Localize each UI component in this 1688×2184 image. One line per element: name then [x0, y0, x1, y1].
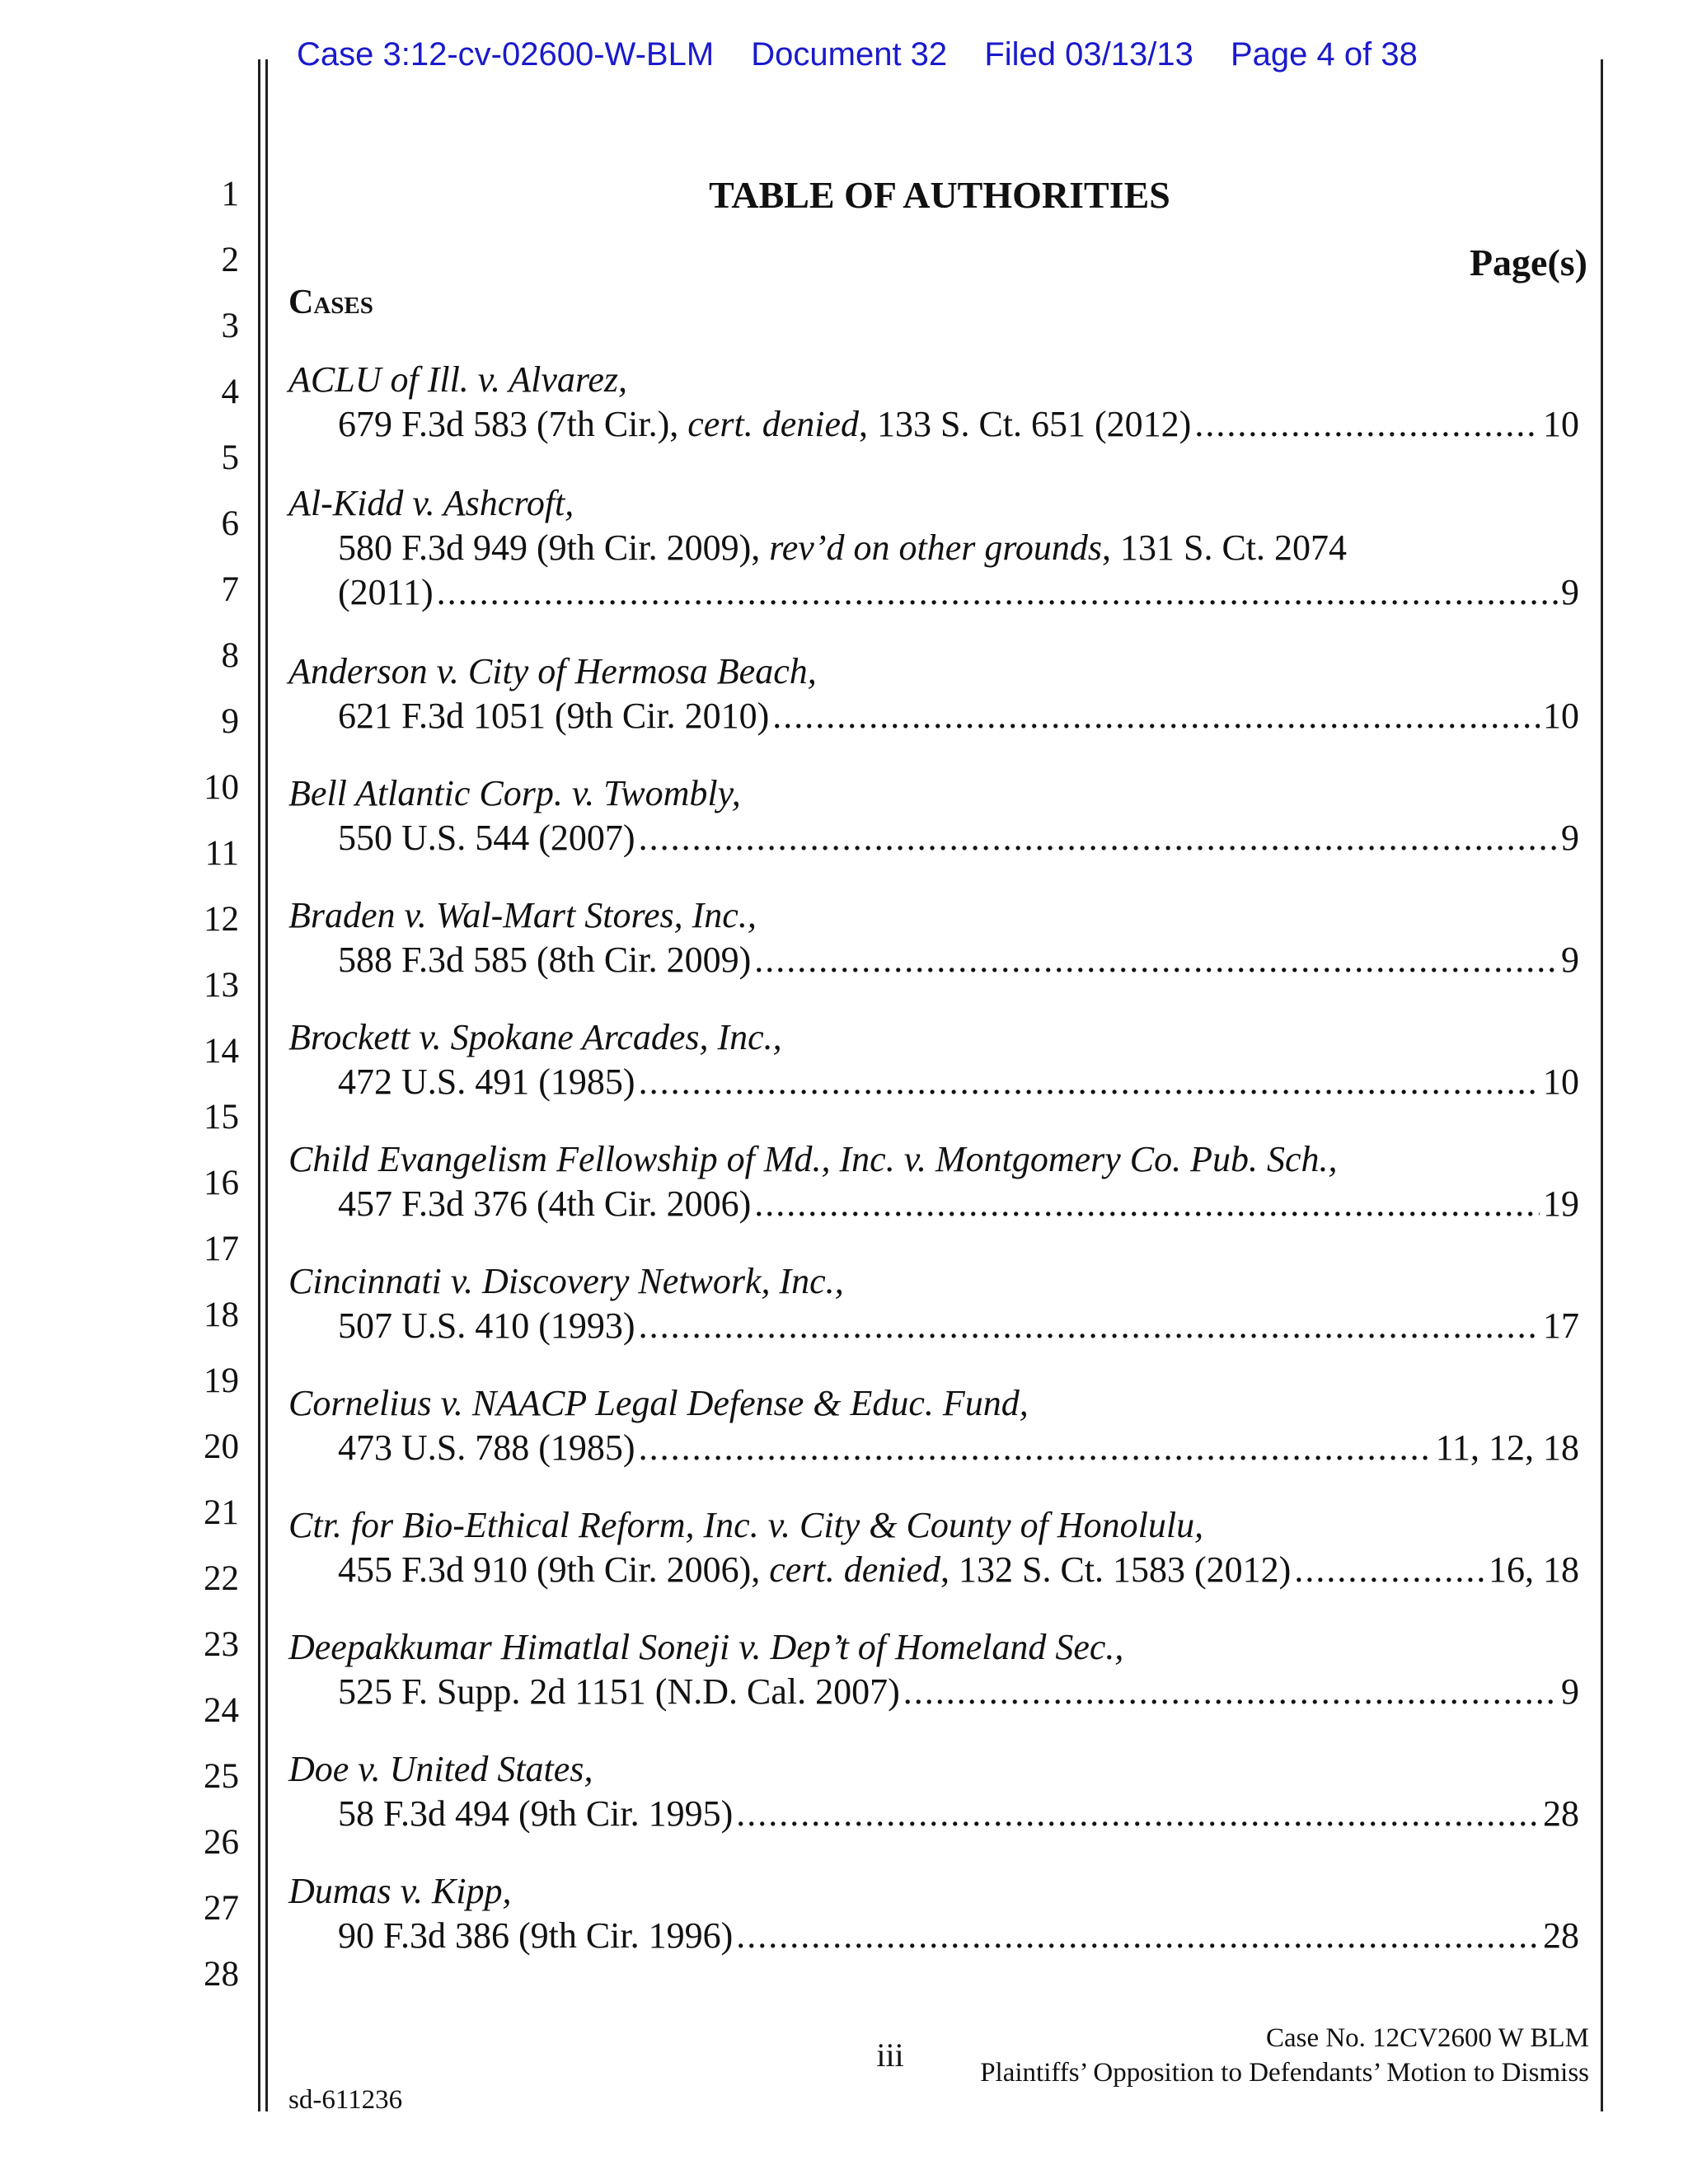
- citation-text: , 131 S. Ct. 2074: [1101, 527, 1348, 568]
- citation-text: 679 F.3d 583 (7th Cir.),: [338, 404, 688, 444]
- authority-entry: [288, 1503, 1579, 1592]
- dot-leader: [1194, 402, 1540, 447]
- left-margin-rule-outer: [258, 59, 260, 2111]
- line-number: 20: [204, 1427, 239, 1466]
- line-number: 14: [204, 1032, 239, 1071]
- case-name: Child Evangelism Fellowship of Md., Inc. v. Montgomery Co. Pub. Sch.,: [288, 1139, 1338, 1179]
- line-number: 21: [204, 1493, 239, 1532]
- page-reference: 9: [1561, 818, 1579, 858]
- authority-entry: [288, 1137, 1579, 1226]
- dot-leader: [639, 1060, 1540, 1104]
- line-number: 2: [221, 241, 239, 279]
- dot-leader: [903, 1670, 1558, 1714]
- header-filed-date: Filed 03/13/13: [984, 36, 1193, 73]
- line-number: 9: [221, 702, 239, 741]
- dot-leader: [639, 816, 1558, 860]
- citation-line: [288, 816, 1579, 860]
- authority-entry: [288, 649, 1579, 738]
- authority-entry: [288, 893, 1579, 982]
- citation-line: [288, 1426, 1579, 1470]
- citation-signal: cert. denied: [687, 404, 859, 444]
- line-number: 4: [221, 373, 239, 411]
- line-number: 19: [204, 1361, 239, 1400]
- line-number: 5: [221, 438, 239, 477]
- authority-entry: [288, 481, 1579, 615]
- page-reference: 10: [1543, 696, 1579, 736]
- case-name: ACLU of Ill. v. Alvarez,: [288, 359, 628, 400]
- pages-column-label: Page(s): [1469, 241, 1587, 284]
- dot-leader: [754, 938, 1558, 982]
- filing-header: [297, 36, 1446, 73]
- dot-leader: [736, 1792, 1540, 1836]
- authority-entry: [288, 358, 1579, 447]
- case-name: Deepakkumar Himatlal Soneji v. Dep’t of Homeland Sec.,: [288, 1627, 1124, 1667]
- authority-entry: [288, 1015, 1579, 1104]
- citation-text: 455 F.3d 910 (9th Cir. 2006),: [338, 1549, 770, 1590]
- line-number: 12: [204, 900, 239, 939]
- line-number: 13: [204, 966, 239, 1005]
- header-case-number: Case 3:12-cv-02600-W-BLM: [297, 36, 715, 73]
- line-number: 28: [204, 1955, 239, 1994]
- authority-entry: [288, 1381, 1579, 1470]
- line-number: 24: [204, 1691, 239, 1730]
- citation-line: [288, 1670, 1579, 1714]
- citation-text: 580 F.3d 949 (9th Cir. 2009),: [338, 527, 770, 568]
- citation-text: , 133 S. Ct. 651 (2012): [858, 404, 1192, 444]
- citation-signal: rev’d on other grounds: [769, 527, 1102, 568]
- citation-line: [288, 694, 1579, 738]
- dot-leader: [736, 1914, 1540, 1958]
- citation-line: [288, 1060, 1579, 1104]
- left-margin-rule-inner: [265, 59, 268, 2111]
- line-number: 15: [204, 1098, 239, 1137]
- dot-leader: [772, 694, 1540, 738]
- page-title: TABLE OF AUTHORITIES: [709, 174, 1170, 216]
- footer-case-caption: [980, 2021, 1589, 2090]
- page-reference: 19: [1543, 1183, 1579, 1224]
- line-number: 10: [204, 768, 239, 807]
- footer-document-id: sd-611236: [288, 2085, 403, 2115]
- citation-text: 550 U.S. 544 (2007): [338, 818, 635, 858]
- citation-text: 90 F.3d 386 (9th Cir. 1996): [338, 1915, 734, 1956]
- page-reference: 9: [1561, 572, 1579, 612]
- right-margin-rule: [1601, 59, 1603, 2111]
- page-reference: 16, 18: [1489, 1549, 1579, 1590]
- citation-signal: cert. denied: [769, 1549, 940, 1590]
- footer-page-number: iii: [876, 2036, 904, 2074]
- dot-leader: [437, 570, 1558, 615]
- case-name: Dumas v. Kipp,: [288, 1871, 512, 1911]
- citation-text: 621 F.3d 1051 (9th Cir. 2010): [338, 696, 770, 736]
- citation-text: , 132 S. Ct. 1583 (2012): [940, 1549, 1292, 1590]
- page-reference: 28: [1543, 1793, 1579, 1834]
- case-name: Al-Kidd v. Ashcroft,: [288, 483, 574, 523]
- citation-line: [288, 402, 1579, 447]
- case-name: Cornelius v. NAACP Legal Defense & Educ. Fund,: [288, 1383, 1029, 1423]
- citation-line: [288, 1914, 1579, 1958]
- citation-text: 472 U.S. 491 (1985): [338, 1062, 635, 1102]
- authority-entry: [288, 1869, 1579, 1958]
- line-number: 26: [204, 1823, 239, 1862]
- case-name: Braden v. Wal-Mart Stores, Inc.,: [288, 895, 757, 935]
- authority-entry: [288, 1259, 1579, 1348]
- case-name: Anderson v. City of Hermosa Beach,: [288, 651, 817, 691]
- page-reference: 9: [1561, 1671, 1579, 1712]
- header-document-number: Document 32: [751, 36, 948, 73]
- citation-line: [288, 526, 1579, 570]
- authority-entry: [288, 1625, 1579, 1714]
- citation-text: 507 U.S. 410 (1993): [338, 1305, 635, 1346]
- citation-line: [288, 1548, 1579, 1592]
- line-number: 7: [221, 570, 239, 609]
- case-name: Doe v. United States,: [288, 1749, 593, 1789]
- page-reference: 10: [1543, 404, 1579, 444]
- dot-leader: [639, 1426, 1432, 1470]
- citation-line: [288, 1792, 1579, 1836]
- citation-line: [288, 1182, 1579, 1226]
- page-reference: 9: [1561, 940, 1579, 980]
- footer-case-number: Case No. 12CV2600 W BLM: [1265, 2023, 1589, 2053]
- header-page-count: Page 4 of 38: [1230, 36, 1418, 73]
- footer-document-title: Plaintiffs’ Opposition to Defendants’ Motion to Dismiss: [980, 2058, 1589, 2088]
- line-number: 17: [204, 1230, 239, 1268]
- line-number: 23: [204, 1625, 239, 1664]
- line-number: 22: [204, 1559, 239, 1598]
- dot-leader: [1294, 1548, 1485, 1592]
- line-number: 3: [221, 307, 239, 345]
- case-name: Cincinnati v. Discovery Network, Inc.,: [288, 1261, 844, 1301]
- line-number: 16: [204, 1164, 239, 1202]
- line-number: 8: [221, 636, 239, 675]
- citation-line: [288, 570, 1579, 615]
- citation-text: (2011): [338, 572, 434, 612]
- citation-text: 457 F.3d 376 (4th Cir. 2006): [338, 1183, 752, 1224]
- page-reference: 11, 12, 18: [1435, 1427, 1579, 1468]
- case-name: Ctr. for Bio-Ethical Reform, Inc. v. City & County of Honolulu,: [288, 1505, 1204, 1545]
- citation-text: 473 U.S. 788 (1985): [338, 1427, 635, 1468]
- authority-entry: [288, 1747, 1579, 1836]
- line-number: 27: [204, 1889, 239, 1928]
- page-reference: 10: [1543, 1062, 1579, 1102]
- citation-text: 58 F.3d 494 (9th Cir. 1995): [338, 1793, 734, 1834]
- citation-line: [288, 938, 1579, 982]
- authority-entry: [288, 771, 1579, 860]
- citation-line: [288, 1304, 1579, 1348]
- case-name: Bell Atlantic Corp. v. Twombly,: [288, 773, 741, 813]
- page-reference: 28: [1543, 1915, 1579, 1956]
- line-number: 18: [204, 1296, 239, 1334]
- line-number: 6: [221, 504, 239, 543]
- citation-text: 525 F. Supp. 2d 1151 (N.D. Cal. 2007): [338, 1671, 900, 1712]
- line-number: 1: [221, 175, 239, 213]
- section-heading-cases: Cases: [288, 284, 373, 321]
- case-name: Brockett v. Spokane Arcades, Inc.,: [288, 1017, 782, 1057]
- citation-text: 588 F.3d 585 (8th Cir. 2009): [338, 940, 752, 980]
- dot-leader: [754, 1182, 1540, 1226]
- line-number: 11: [204, 834, 239, 873]
- line-number: 25: [204, 1757, 239, 1796]
- page-reference: 17: [1543, 1305, 1579, 1346]
- dot-leader: [639, 1304, 1540, 1348]
